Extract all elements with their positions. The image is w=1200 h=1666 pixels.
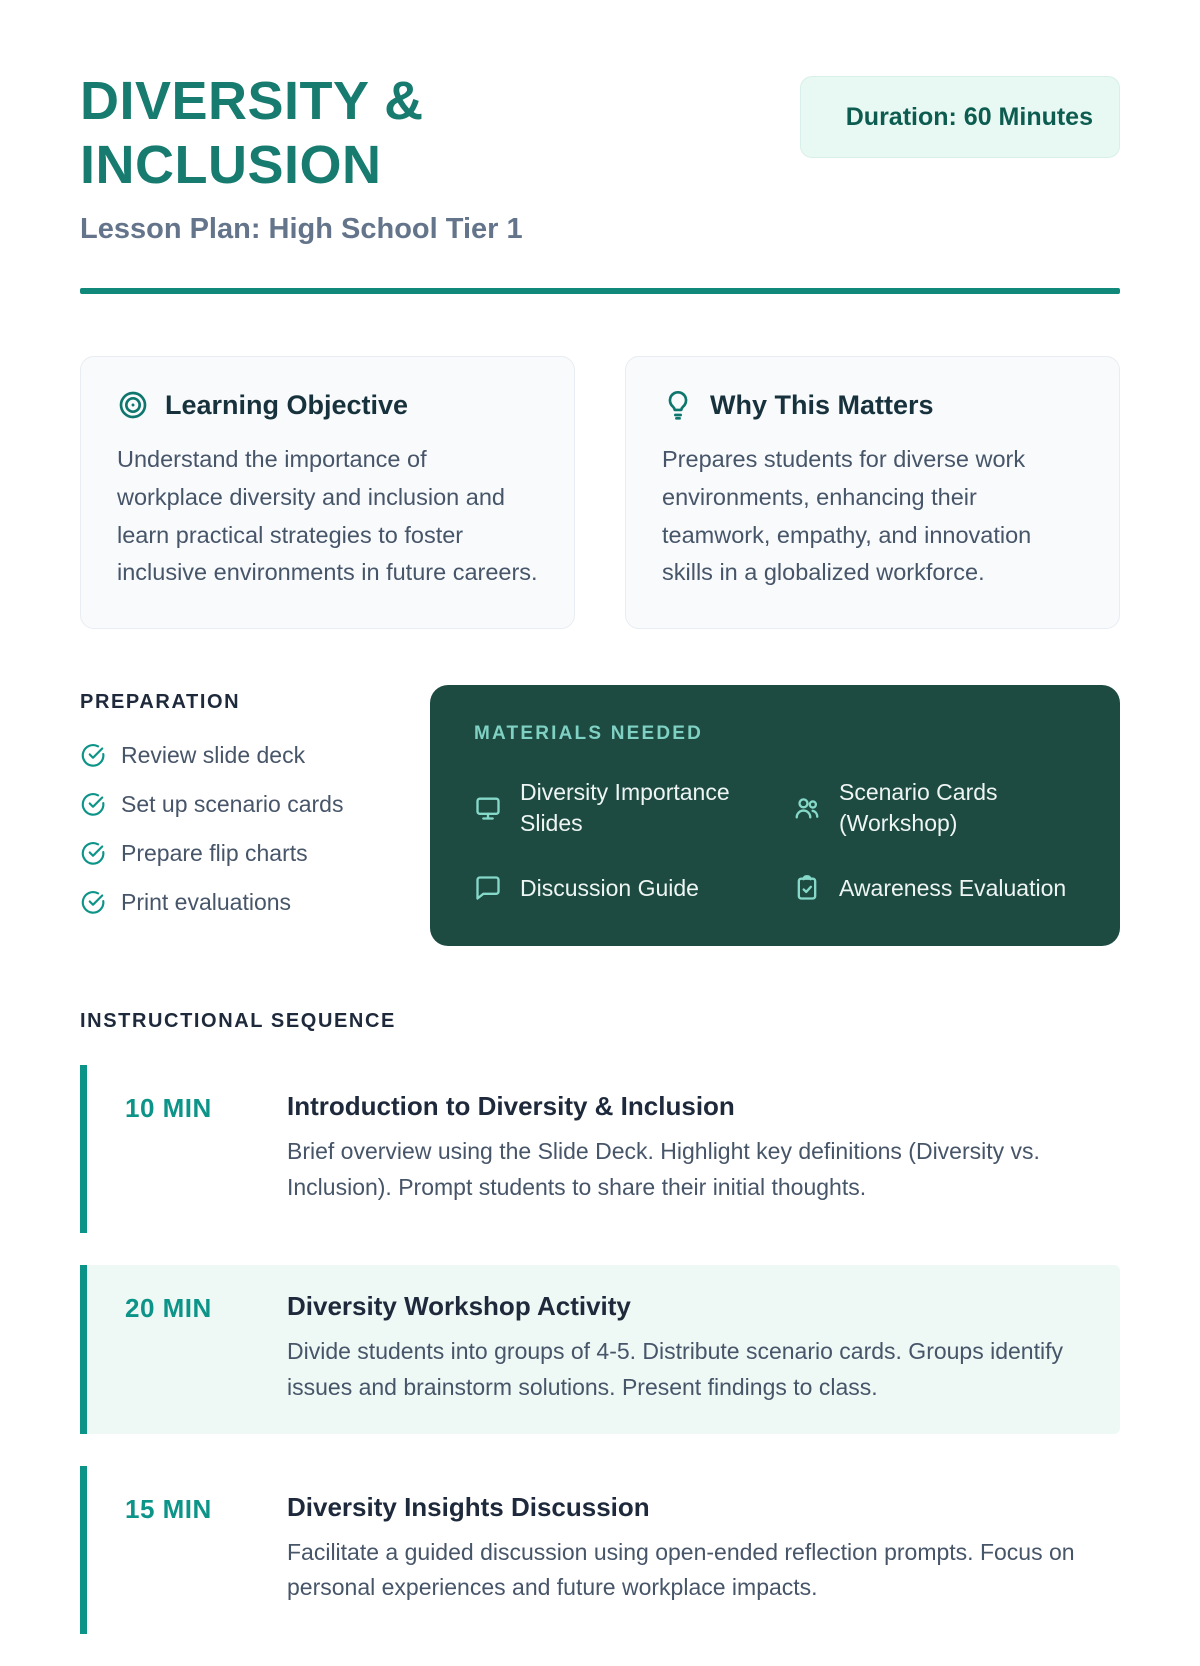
preparation-materials-row: [80, 685, 1120, 946]
instructional-sequence-section: [80, 1010, 1120, 1634]
step-title: Introduction to Diversity & Inclusion: [287, 1090, 735, 1121]
preparation-list: [80, 742, 382, 916]
preparation-heading: PREPARATION: [80, 690, 241, 713]
step-description: Divide students into groups of 4-5. Distribute scenario cards. Groups identify issues and brainstorm solutions. Present findings to class.: [287, 1338, 1063, 1400]
check-circle-icon: [80, 742, 106, 768]
step-description: Brief overview using the Slide Deck. Highlight key definitions (Diversity vs. Inclusion). Prompt students to share their initial thoughts.: [287, 1137, 1040, 1200]
page-title: DIVERSITY & INCLUSION: [80, 71, 424, 195]
header: [80, 70, 1120, 246]
prep-item-label: Print evaluations: [121, 888, 292, 915]
sequence-step-3: [80, 1466, 1120, 1634]
prep-list-item: [80, 889, 382, 916]
check-circle-icon: [80, 889, 106, 915]
clipboard-check-icon: [793, 874, 821, 902]
material-label: Awareness Evaluation: [839, 874, 1067, 901]
step-content: [287, 1291, 1096, 1405]
users-icon: [793, 794, 821, 822]
sequence-heading: INSTRUCTIONAL SEQUENCE: [80, 1009, 396, 1032]
step-content: [287, 1492, 1096, 1606]
sequence-step-1: [80, 1065, 1120, 1233]
header-divider: [80, 288, 1120, 294]
learning-objective-header: [117, 389, 538, 421]
step-duration: 20 MIN: [125, 1293, 212, 1324]
materials-grid: [474, 777, 1076, 904]
why-this-matters-card: [625, 356, 1120, 628]
step-title: Diversity Workshop Activity: [287, 1291, 631, 1322]
target-icon: [117, 389, 149, 421]
prep-item-label: Prepare flip charts: [121, 839, 308, 866]
info-cards-row: [80, 356, 1120, 628]
prep-list-item: [80, 840, 382, 867]
why-this-matters-title: Why This Matters: [710, 389, 934, 420]
monitor-icon: [474, 794, 502, 822]
material-label: Discussion Guide: [520, 874, 699, 901]
material-item: [474, 873, 757, 904]
materials-needed-card: [430, 685, 1120, 946]
material-item: [793, 873, 1076, 904]
lightbulb-icon: [662, 389, 694, 421]
page-subtitle: Lesson Plan: High School Tier 1: [80, 213, 523, 246]
header-titles: [80, 70, 640, 246]
step-duration: 10 MIN: [125, 1092, 212, 1123]
step-title: Diversity Insights Discussion: [287, 1491, 650, 1522]
check-circle-icon: [80, 791, 106, 817]
learning-objective-body: Understand the importance of workplace diversity and inclusion and learn practical strategies to foster inclusive environments in future careers.: [117, 446, 538, 586]
why-this-matters-body: Prepares students for diverse work environments, enhancing their teamwork, empathy, and innovation skills in a globalized workforce.: [662, 446, 1032, 586]
prep-list-item: [80, 742, 382, 769]
chat-bubble-icon: [474, 874, 502, 902]
material-item: [474, 777, 757, 839]
why-this-matters-header: [662, 389, 1083, 421]
prep-item-label: Set up scenario cards: [121, 790, 344, 817]
materials-heading: MATERIALS NEEDED: [474, 722, 704, 744]
check-circle-icon: [80, 840, 106, 866]
material-label: Scenario Cards (Workshop): [839, 778, 998, 836]
duration-badge: Duration: 60 Minutes: [800, 76, 1120, 158]
learning-objective-title: Learning Objective: [165, 389, 409, 420]
prep-item-label: Review slide deck: [121, 741, 306, 768]
step-description: Facilitate a guided discussion using open-ended reflection prompts. Focus on personal experiences and future workplace impacts.: [287, 1538, 1075, 1601]
learning-objective-card: [80, 356, 575, 628]
material-item: [793, 777, 1076, 839]
step-content: [287, 1091, 1096, 1205]
material-label: Diversity Importance Slides: [520, 778, 730, 836]
step-duration: 15 MIN: [125, 1493, 212, 1524]
sequence-steps: [80, 1065, 1120, 1634]
sequence-step-2: [80, 1265, 1120, 1433]
prep-list-item: [80, 791, 382, 818]
preparation-section: [80, 685, 382, 938]
